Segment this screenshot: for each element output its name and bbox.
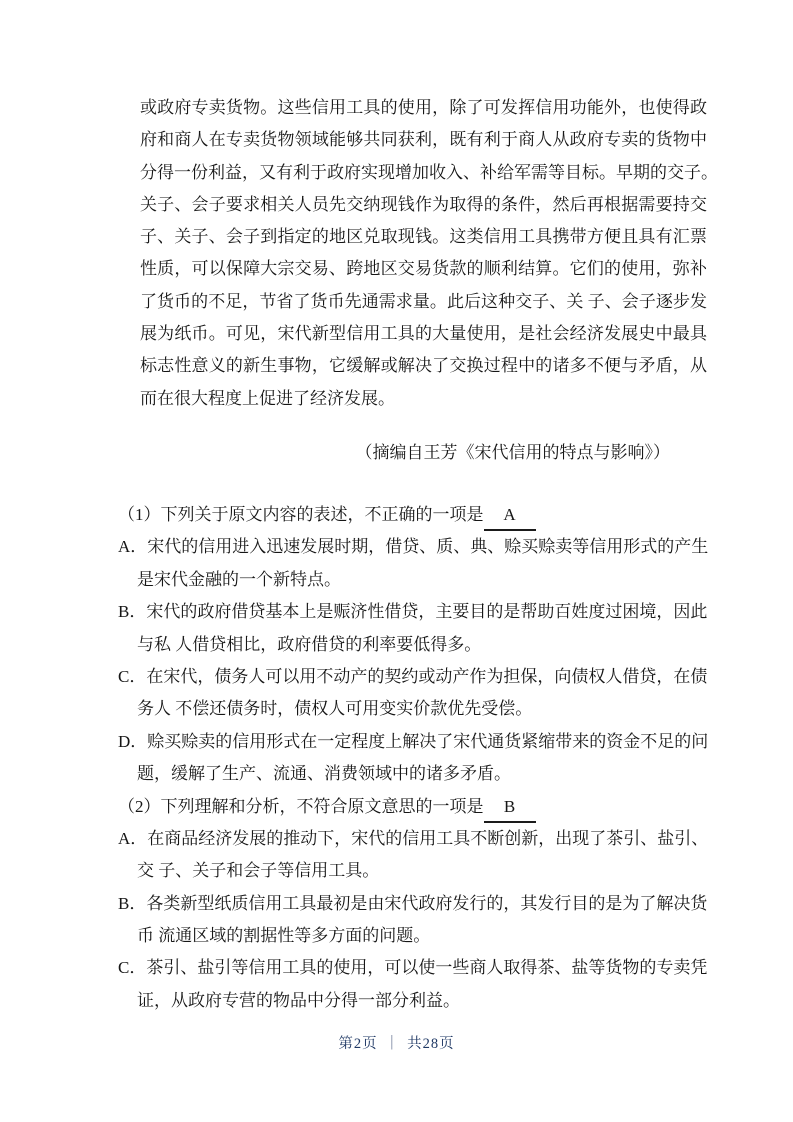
question-1-option-c: [118, 661, 708, 693]
option-text: 茶引、盐引等信用工具的使用，可以使一些商人取得茶、盐等货物的专卖凭: [146, 958, 708, 978]
question-1-option-a-cont: 是宋代金融的一个新特点。: [137, 569, 341, 589]
paragraph-line: 子、关子、会子到指定的地区兑取现钱。这类信用工具携带方便且具有汇票: [140, 227, 707, 247]
footer-total-pages: 共28页: [407, 1036, 455, 1052]
option-label: D．: [118, 731, 148, 751]
question-1-answer: A: [484, 503, 536, 531]
option-text: 在商品经济发展的推动下，宋代的信用工具不断创新，出现了茶引、盐引、: [147, 828, 709, 848]
question-2-prompt: [118, 791, 698, 823]
question-2-option-a-cont: 交 子、关子和会子等信用工具。: [137, 861, 380, 881]
question-1-option-b: [118, 596, 708, 628]
page-footer: [0, 1032, 793, 1053]
question-1-option-a: [118, 531, 709, 563]
question-1-option-b-cont: 与私 人借贷相比，政府借贷的利率要低得多。: [137, 634, 482, 654]
paragraph-line: 关子、会子要求相关人员先交纳现钱作为取得的条件，然后再根据需要持交: [140, 194, 707, 214]
option-text: 宋代的政府借贷基本上是赈济性借贷，主要目的是帮助百姓度过困境，因此: [146, 602, 708, 622]
option-text: 各类新型纸质信用工具最初是由宋代政府发行的，其发行目的是为了解决货: [146, 893, 708, 913]
question-2-option-c: [118, 952, 708, 984]
paragraph-line: 性质，可以保障大宗交易、跨地区交易货款的顺利结算。它们的使用，弥补: [140, 259, 707, 279]
paragraph-line: 府和商人在专卖货物领域能够共同获利，既有利于商人从政府专卖的货物中: [140, 130, 707, 150]
option-text: 赊买赊卖的信用形式在一定程度上解决了宋代通货紧缩带来的资金不足的问: [147, 731, 709, 751]
question-1-option-d-cont: 题，缓解了生产、流通、消费领域中的诸多矛盾。: [137, 764, 511, 784]
paragraph-line: 展为纸币。可见，宋代新型信用工具的大量使用，是社会经济发展史中最具: [140, 324, 707, 344]
paragraph-line: 标志性意义的新生事物，它缓解或解决了交换过程中的诸多不便与矛盾，从: [140, 356, 707, 376]
question-1-option-d: [118, 726, 709, 758]
question-2-option-b-cont: 币 流通区域的割据性等多方面的问题。: [137, 926, 431, 946]
question-1-prompt: [118, 499, 698, 531]
question-1-prompt-text: （1）下列关于原文内容的表述，不正确的一项是: [118, 505, 484, 524]
question-2-answer: B: [484, 795, 536, 823]
option-label: C．: [118, 958, 147, 978]
question-2-option-a: [118, 823, 709, 855]
option-label: C．: [118, 666, 147, 686]
source-attribution: [140, 437, 707, 469]
attribution-text: （摘编自王芳《宋代信用的特点与影响》）: [355, 443, 670, 462]
option-label: B．: [118, 893, 147, 913]
option-label: A．: [118, 828, 148, 848]
question-1-option-c-cont: 务人 不偿还债务时，债权人可用变实价款优先受偿。: [137, 699, 533, 719]
question-2-option-c-cont: 证，从政府专营的物品中分得一部分利益。: [137, 990, 460, 1010]
article-paragraph: [140, 92, 718, 415]
paragraph-line: 或政府专卖货物。这些信用工具的使用，除了可发挥信用功能外，也使得政: [140, 98, 707, 117]
question-2-option-b: [118, 888, 708, 920]
option-text: 宋代的信用进入迅速发展时期，借贷、质、典、赊买赊卖等信用形式的产生: [147, 537, 709, 557]
footer-page-number: 第2页: [338, 1036, 378, 1052]
option-text: 在宋代，债务人可以用不动产的契约或动产作为担保，向债权人借贷，在债: [146, 666, 708, 686]
footer-separator: ｜: [384, 1036, 401, 1052]
questions-section: [118, 499, 709, 1017]
option-label: A．: [118, 537, 148, 557]
paragraph-line: 了货币的不足，节省了货币先通需求量。此后这种交子、关 子、会子逐步发: [140, 291, 707, 311]
option-label: B．: [118, 602, 147, 622]
paragraph-line: 分得一份利益，又有利于政府实现增加收入、补给军需等目标。早期的交子。: [140, 162, 718, 182]
question-2-prompt-text: （2）下列理解和分析，不符合原文意思的一项是: [118, 796, 484, 816]
paragraph-line: 而在很大程度上促进了经济发展。: [140, 388, 395, 408]
